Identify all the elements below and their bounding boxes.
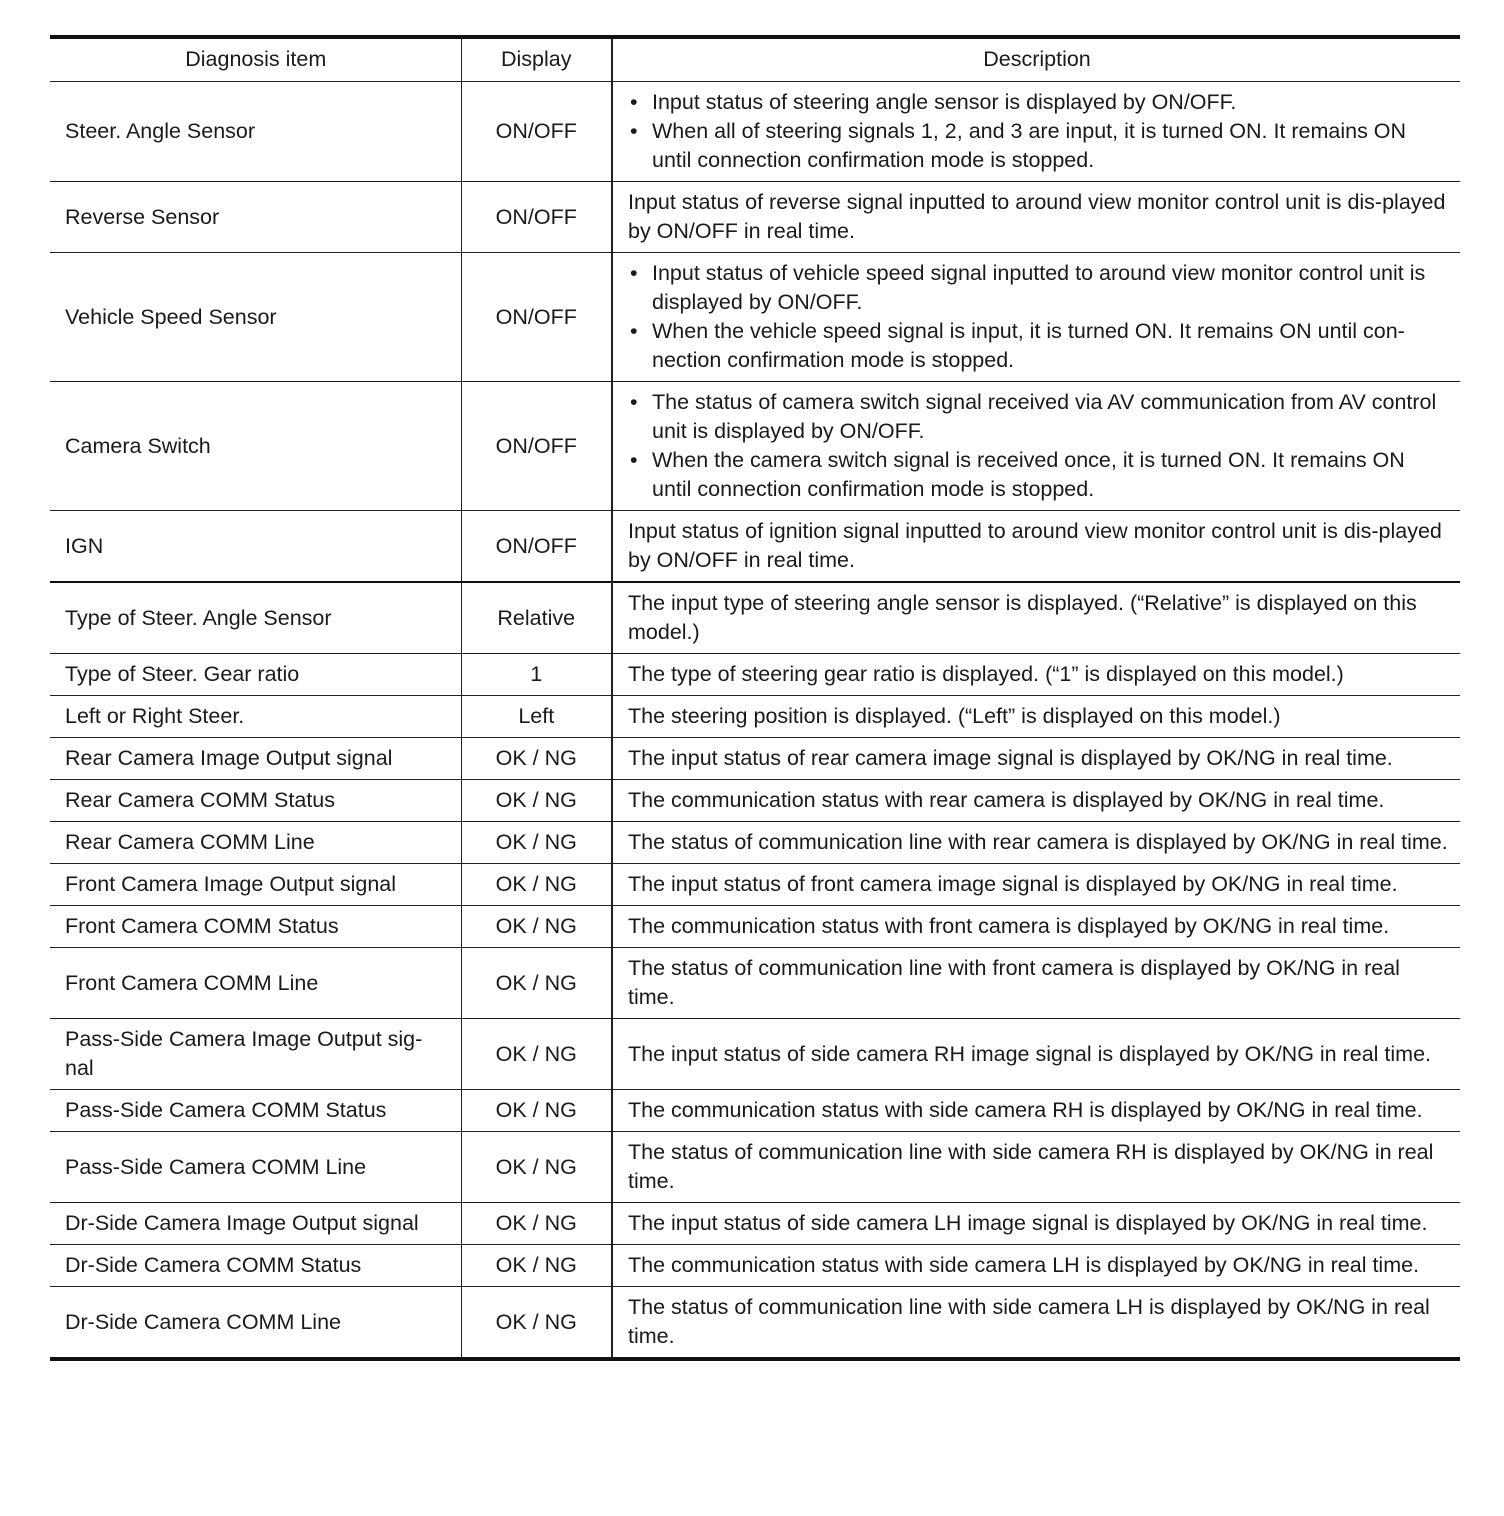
display-cell: 1 <box>461 654 612 696</box>
diagnosis-item-cell: Left or Right Steer. <box>50 696 461 738</box>
diagnosis-item-cell: Dr-Side Camera COMM Line <box>50 1287 461 1360</box>
description-cell: The communication status with side camera LH is displayed by OK/NG in real time. <box>612 1245 1460 1287</box>
display-cell: ON/OFF <box>461 82 612 182</box>
description-bullet-list <box>628 88 1448 175</box>
table-row <box>50 1132 1460 1203</box>
diagnosis-item-cell: Pass-Side Camera Image Output sig-nal <box>50 1019 461 1090</box>
diagnosis-item-cell: Camera Switch <box>50 382 461 511</box>
description-cell <box>612 253 1460 382</box>
diagnosis-item-cell: Rear Camera COMM Status <box>50 780 461 822</box>
diagnosis-item-cell: Front Camera COMM Status <box>50 906 461 948</box>
display-cell: OK / NG <box>461 906 612 948</box>
diagnosis-item-cell: Rear Camera COMM Line <box>50 822 461 864</box>
table-row <box>50 906 1460 948</box>
display-cell: OK / NG <box>461 822 612 864</box>
description-cell: The status of communication line with side camera LH is displayed by OK/NG in real time. <box>612 1287 1460 1360</box>
description-bullet: • Input status of steering angle sensor is displayed by ON/OFF. <box>628 88 1448 117</box>
description-cell: The input status of side camera RH image signal is displayed by OK/NG in real time. <box>612 1019 1460 1090</box>
diagnosis-item-cell: Front Camera Image Output signal <box>50 864 461 906</box>
diagnosis-item-cell: Steer. Angle Sensor <box>50 82 461 182</box>
table-row <box>50 738 1460 780</box>
description-cell: Input status of ignition signal inputted to around view monitor control unit is dis-played by ON/OFF in real time. <box>612 511 1460 583</box>
table-row <box>50 511 1460 583</box>
table-row <box>50 822 1460 864</box>
diagnosis-item-cell: Type of Steer. Gear ratio <box>50 654 461 696</box>
display-cell: Relative <box>461 582 612 654</box>
diagnosis-item-cell: Dr-Side Camera COMM Status <box>50 1245 461 1287</box>
description-cell: The communication status with side camera RH is displayed by OK/NG in real time. <box>612 1090 1460 1132</box>
description-bullet: • When the camera switch signal is received once, it is turned ON. It remains ON until connection confirmation mode is stopped. <box>628 446 1448 504</box>
description-cell: The input status of rear camera image signal is displayed by OK/NG in real time. <box>612 738 1460 780</box>
display-cell: OK / NG <box>461 1090 612 1132</box>
description-cell: The status of communication line with side camera RH is displayed by OK/NG in real time. <box>612 1132 1460 1203</box>
description-cell: The steering position is displayed. (“Left” is displayed on this model.) <box>612 696 1460 738</box>
description-bullet: • Input status of vehicle speed signal inputted to around view monitor control unit is displayed by ON/OFF. <box>628 259 1448 317</box>
description-cell: The status of communication line with rear camera is displayed by OK/NG in real time. <box>612 822 1460 864</box>
description-cell: The input status of side camera LH image signal is displayed by OK/NG in real time. <box>612 1203 1460 1245</box>
table-row <box>50 780 1460 822</box>
display-cell: ON/OFF <box>461 253 612 382</box>
display-cell: OK / NG <box>461 1132 612 1203</box>
description-bullet-list <box>628 388 1448 504</box>
diagnosis-item-cell: Vehicle Speed Sensor <box>50 253 461 382</box>
table-row <box>50 1287 1460 1360</box>
table-header-row <box>50 37 1460 82</box>
table-row <box>50 1203 1460 1245</box>
table-row <box>50 1090 1460 1132</box>
table-row <box>50 253 1460 382</box>
diagnosis-item-cell: Rear Camera Image Output signal <box>50 738 461 780</box>
table-row <box>50 182 1460 253</box>
table-row <box>50 1245 1460 1287</box>
description-bullet: • When the vehicle speed signal is input, it is turned ON. It remains ON until con-nection confirmation mode is stopped. <box>628 317 1448 375</box>
description-bullet: • The status of camera switch signal received via AV communication from AV control unit is displayed by ON/OFF. <box>628 388 1448 446</box>
display-cell: OK / NG <box>461 1245 612 1287</box>
description-cell: The communication status with front camera is displayed by OK/NG in real time. <box>612 906 1460 948</box>
description-bullet: • When all of steering signals 1, 2, and 3 are input, it is turned ON. It remains ON until connection confirmation mode is stopped. <box>628 117 1448 175</box>
table-row <box>50 948 1460 1019</box>
description-cell: The status of communication line with front camera is displayed by OK/NG in real time. <box>612 948 1460 1019</box>
table-row <box>50 382 1460 511</box>
diagnosis-item-cell: Pass-Side Camera COMM Status <box>50 1090 461 1132</box>
description-cell: The communication status with rear camera is displayed by OK/NG in real time. <box>612 780 1460 822</box>
diagnosis-table <box>50 35 1460 1361</box>
header-display: Display <box>461 37 612 82</box>
description-cell <box>612 382 1460 511</box>
diagnosis-item-cell: Front Camera COMM Line <box>50 948 461 1019</box>
display-cell: OK / NG <box>461 864 612 906</box>
description-cell: Input status of reverse signal inputted to around view monitor control unit is dis-played by ON/OFF in real time. <box>612 182 1460 253</box>
description-cell: The input type of steering angle sensor is displayed. (“Relative” is displayed on this model.) <box>612 582 1460 654</box>
display-cell: ON/OFF <box>461 182 612 253</box>
diagnosis-item-cell: IGN <box>50 511 461 583</box>
description-cell: The input status of front camera image signal is displayed by OK/NG in real time. <box>612 864 1460 906</box>
diagnosis-item-cell: Pass-Side Camera COMM Line <box>50 1132 461 1203</box>
description-bullet-list <box>628 259 1448 375</box>
display-cell: ON/OFF <box>461 382 612 511</box>
description-cell <box>612 82 1460 182</box>
diagnosis-item-cell: Reverse Sensor <box>50 182 461 253</box>
display-cell: OK / NG <box>461 1287 612 1360</box>
display-cell: OK / NG <box>461 1203 612 1245</box>
table-row <box>50 864 1460 906</box>
display-cell: Left <box>461 696 612 738</box>
display-cell: OK / NG <box>461 1019 612 1090</box>
table-row <box>50 82 1460 182</box>
table-row <box>50 654 1460 696</box>
header-diagnosis-item: Diagnosis item <box>50 37 461 82</box>
table-row <box>50 582 1460 654</box>
display-cell: OK / NG <box>461 948 612 1019</box>
display-cell: OK / NG <box>461 738 612 780</box>
display-cell: OK / NG <box>461 780 612 822</box>
diagnosis-item-cell: Type of Steer. Angle Sensor <box>50 582 461 654</box>
table-row <box>50 696 1460 738</box>
table-row <box>50 1019 1460 1090</box>
header-description: Description <box>612 37 1460 82</box>
description-cell: The type of steering gear ratio is displayed. (“1” is displayed on this model.) <box>612 654 1460 696</box>
diagnosis-item-cell: Dr-Side Camera Image Output signal <box>50 1203 461 1245</box>
display-cell: ON/OFF <box>461 511 612 583</box>
